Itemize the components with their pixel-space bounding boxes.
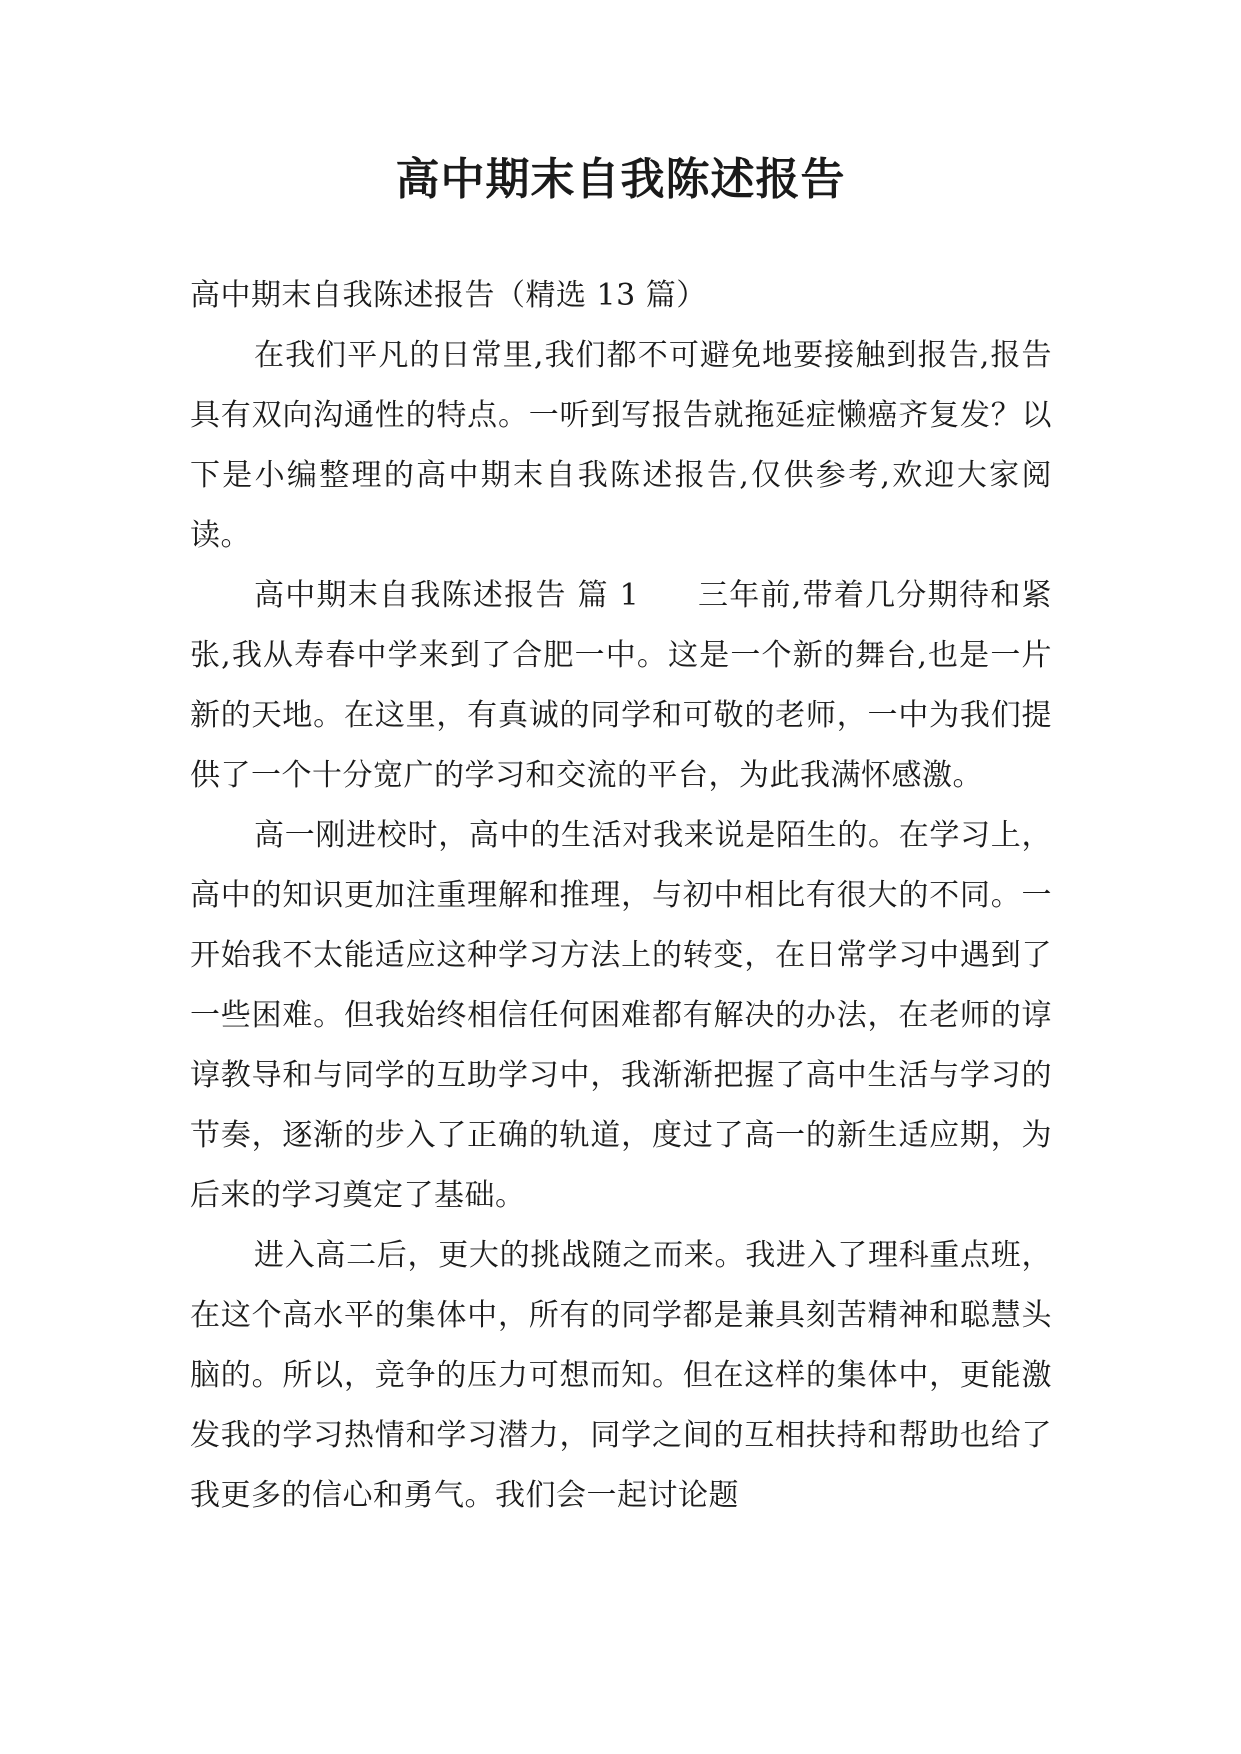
document-subtitle: 高中期末自我陈述报告（精选 13 篇）	[190, 278, 707, 313]
paragraph-2: 高一刚进校时，高中的生活对我来说是陌生的。在学习上，高中的知识更加注重理解和推理，与初中相比有很大的不同。一开始我不太能适应这种学习方法上的转变，在日常学习中遇到了一些困难。但我始终相信任何困难都有解决的办法，在老师的谆谆教导和与同学的互助学习中，我渐渐把握了高中生活与学习的节奏，逐渐的步入了正确的轨道，度过了高一的新生适应期，为后来的学习奠定了基础。	[190, 818, 1052, 1213]
intro-paragraph: 在我们平凡的日常里,我们都不可避免地要接触到报告,报告具有双向沟通性的特点。一听到写报告就拖延症懒癌齐复发？以下是小编整理的高中期末自我陈述报告,仅供参考,欢迎大家阅读。	[190, 338, 1052, 553]
document-body	[190, 266, 1052, 1526]
section-1-paragraph	[190, 566, 1052, 806]
document-title: 高中期末自我陈述报告	[395, 154, 846, 205]
section-heading: 高中期末自我陈述报告 篇 1	[254, 578, 640, 613]
paragraph-3: 进入高二后，更大的挑战随之而来。我进入了理科重点班，在这个高水平的集体中，所有的同学都是兼具刻苦精神和聪慧头脑的。所以，竞争的压力可想而知。但在这样的集体中，更能激发我的学习热情和学习潜力，同学之间的互相扶持和帮助也给了我更多的信心和勇气。我们会一起讨论题	[190, 1238, 1052, 1513]
section-1-text: 三年前,带着几分期待和紧张,我从寿春中学来到了合肥一中。这是一个新的舞台,也是一片新的天地。在这里，有真诚的同学和可敬的老师，一中为我们提供了一个十分宽广的学习和交流的平台，为此我满怀感激。	[190, 578, 1052, 793]
